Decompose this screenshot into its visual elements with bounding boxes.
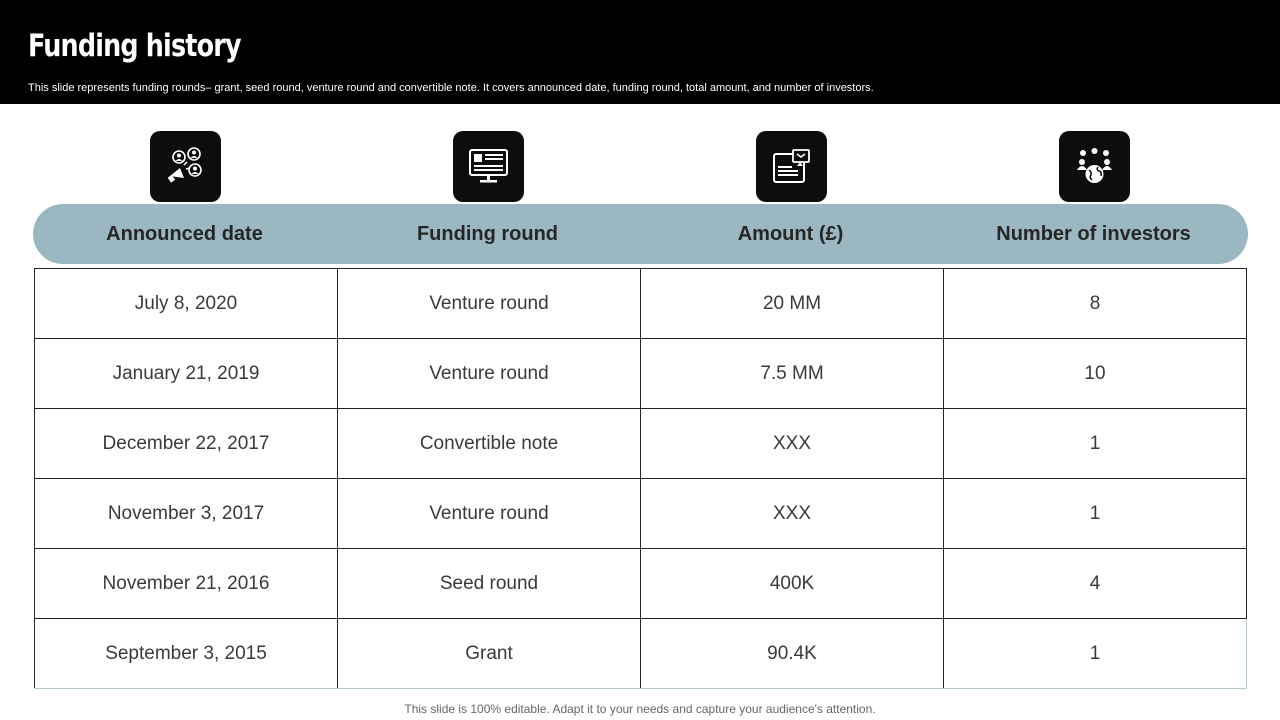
cell-announced-date: December 22, 2017 bbox=[35, 409, 338, 479]
cell-number-of-investors: 8 bbox=[944, 269, 1247, 339]
cell-announced-date: November 21, 2016 bbox=[35, 549, 338, 619]
cell-funding-round: Grant bbox=[338, 619, 641, 689]
cell-number-of-investors: 1 bbox=[944, 479, 1247, 549]
cell-funding-round: Convertible note bbox=[338, 409, 641, 479]
tablet-funding-icon bbox=[756, 131, 827, 202]
table-row bbox=[35, 479, 1247, 549]
cell-funding-round: Venture round bbox=[338, 339, 641, 409]
funding-table bbox=[34, 268, 1247, 689]
investors-globe-icon bbox=[1059, 131, 1130, 202]
table-row bbox=[35, 409, 1247, 479]
cell-announced-date: July 8, 2020 bbox=[35, 269, 338, 339]
header-bar bbox=[0, 0, 1280, 104]
cell-announced-date: November 3, 2017 bbox=[35, 479, 338, 549]
cell-number-of-investors: 1 bbox=[944, 619, 1247, 689]
column-header-announced-date: Announced date bbox=[106, 223, 263, 245]
footer-note: This slide is 100% editable. Adapt it to your needs and capture your audience's attention. bbox=[404, 702, 876, 716]
table-row bbox=[35, 339, 1247, 409]
cell-announced-date: September 3, 2015 bbox=[35, 619, 338, 689]
cell-amount: 90.4K bbox=[641, 619, 944, 689]
cell-amount: XXX bbox=[641, 409, 944, 479]
cell-amount: 7.5 MM bbox=[641, 339, 944, 409]
cell-number-of-investors: 10 bbox=[944, 339, 1247, 409]
column-header-amount: Amount (£) bbox=[737, 223, 844, 245]
cell-funding-round: Venture round bbox=[338, 269, 641, 339]
monitor-presentation-icon bbox=[453, 131, 524, 202]
cell-announced-date: January 21, 2019 bbox=[35, 339, 338, 409]
table-row bbox=[35, 269, 1247, 339]
cell-number-of-investors: 1 bbox=[944, 409, 1247, 479]
cell-amount: 400K bbox=[641, 549, 944, 619]
column-header-bar bbox=[33, 204, 1248, 264]
cell-funding-round: Seed round bbox=[338, 549, 641, 619]
column-header-number-of-investors: Number of investors bbox=[996, 223, 1191, 245]
cell-number-of-investors: 4 bbox=[944, 549, 1247, 619]
table-row bbox=[35, 549, 1247, 619]
cell-funding-round: Venture round bbox=[338, 479, 641, 549]
cell-amount: 20 MM bbox=[641, 269, 944, 339]
table-row bbox=[35, 619, 1247, 689]
page-title: Funding history bbox=[28, 28, 241, 64]
cell-amount: XXX bbox=[641, 479, 944, 549]
page-subtitle: This slide represents funding rounds– grant, seed round, venture round and convertible note. It covers announced date, funding round, total amount, and number of investors. bbox=[28, 82, 874, 94]
column-header-funding-round: Funding round bbox=[416, 223, 559, 245]
people-megaphone-icon bbox=[150, 131, 221, 202]
